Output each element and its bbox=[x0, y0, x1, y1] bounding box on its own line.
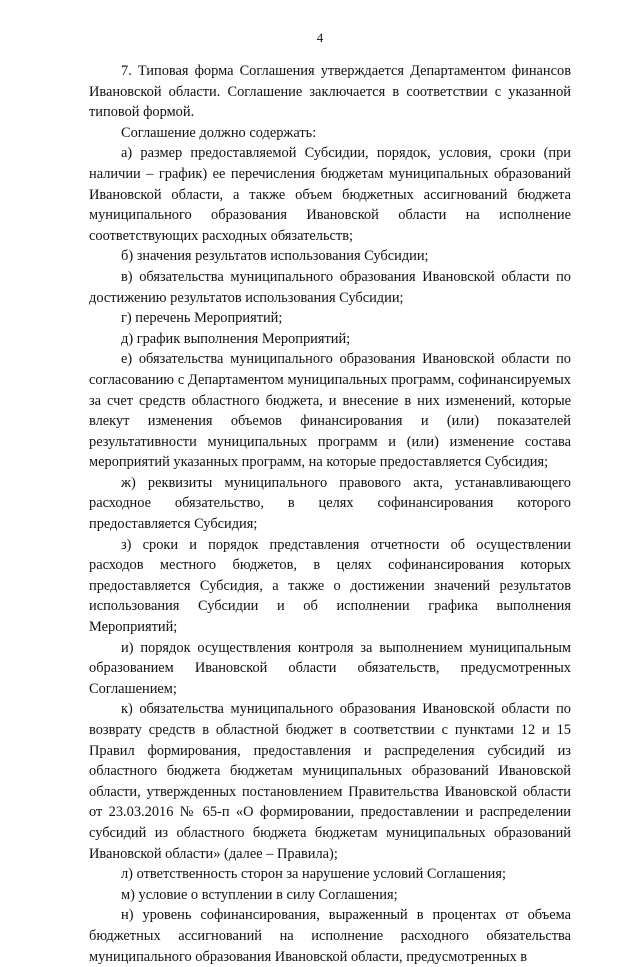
paragraph-agreement-intro: Соглашение должно содержать: bbox=[121, 124, 317, 141]
list-item-a: а) размер предоставляемой Субсидии, порядок, условия, сроки (при наличии – график) ее перечисления бюджетам муниципальных образований Ивановской области, а также объем бюджетных ассигнований бюджета муниципального образования Ивановской области на исполнение соответствующих расходных обязательств; bbox=[89, 145, 571, 244]
list-item-n: н) уровень софинансирования, выраженный в процентах от объема бюджетных ассигнований на исполнение расходного обязательства муниципального образования Ивановской области, предусмотренных в bbox=[89, 907, 571, 965]
list-item-z: з) сроки и порядок представления отчетности об осуществлении расходов местного бюджетов, в целях софинансирования которых предоставляется Субсидия, а также о достижении значений результатов использования Субсидии и об исполнении графика выполнения Мероприятий; bbox=[89, 536, 571, 636]
list-item-i: и) порядок осуществления контроля за выполнением муниципальным образованием Ивановской области обязательств, предусмотренных Соглашением; bbox=[89, 639, 571, 697]
list-item-k: к) обязательства муниципального образования Ивановской области по возврату средств в областной бюджет в соответствии с пунктами 12 и 15 Правил формирования, предоставления и распределения субсидий из областного бюджета бюджетам муниципальных образований Ивановской области, утвержденных постановлением Правительства Ивановской области от 23.03.2016 № 65-п «О формировании, предоставлении и распределении субсидий из областного бюджета бюджетам муниципальных образований Ивановской области» (далее – Правила); bbox=[89, 701, 571, 862]
list-item-v: в) обязательства муниципального образования Ивановской области по достижению результатов использования Субсидии; bbox=[89, 268, 571, 306]
page-number: 4 bbox=[316, 30, 324, 45]
list-item-g: г) перечень Мероприятий; bbox=[121, 310, 283, 327]
document-body bbox=[89, 61, 571, 967]
list-item-e: е) обязательства муниципального образования Ивановской области по согласованию с Департаментом муниципальных программ, софинансируемых за счет средств областного бюджета, и внесение в них изменений, которые влекут изменения объемов финансирования и (или) показателей результативности муниципальных программ и (или) изменение состава мероприятий указанных программ, на которые предоставляется Субсидия; bbox=[89, 351, 571, 471]
list-item-d: д) график выполнения Мероприятий; bbox=[121, 330, 351, 347]
list-item-m: м) условие о вступлении в силу Соглашения; bbox=[121, 886, 398, 903]
list-item-b: б) значения результатов использования Субсидии; bbox=[121, 248, 429, 265]
list-item-l: л) ответственность сторон за нарушение условий Соглашения; bbox=[121, 866, 506, 883]
paragraph-7: 7. Типовая форма Соглашения утверждается Департаментом финансов Ивановской области. Соглашение заключается в соответствии с указанной типовой формой. bbox=[89, 63, 571, 121]
list-item-zh: ж) реквизиты муниципального правового акта, устанавливающего расходное обязательство, в целях софинансирования которого предоставляется Субсидия; bbox=[89, 474, 571, 533]
